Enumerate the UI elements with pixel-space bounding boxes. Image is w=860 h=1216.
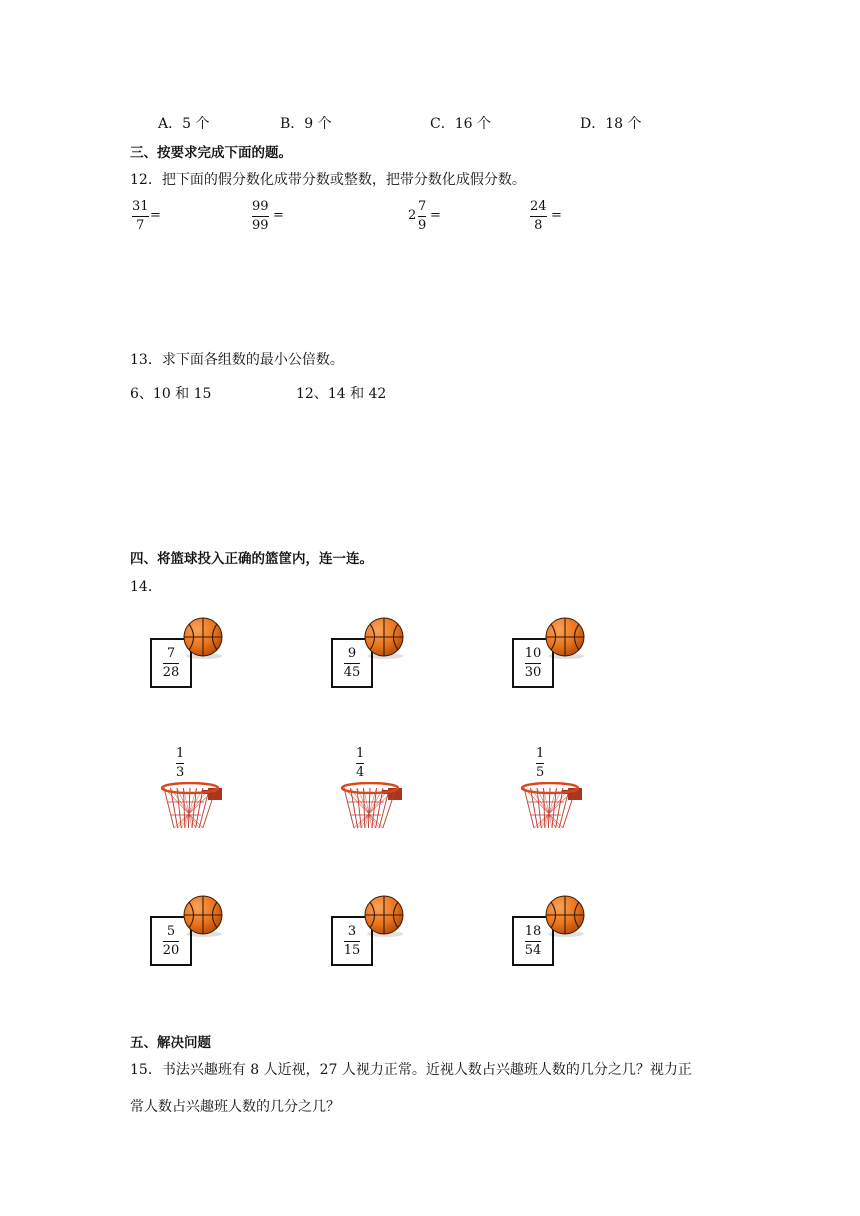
basketball-icon (542, 616, 588, 660)
basketball-icon (180, 616, 226, 660)
option-d: D．18 个 (580, 116, 642, 132)
denominator: 28 (162, 664, 180, 680)
numerator: 1 (176, 746, 185, 761)
ball-card-bottom-2[interactable] (331, 894, 411, 974)
numerator: 1 (536, 746, 545, 761)
q12-fraction-2 (252, 199, 269, 234)
denominator: 45 (343, 664, 361, 680)
hoop-3[interactable] (516, 746, 596, 846)
q13-prompt: 13．求下面各组数的最小公倍数。 (130, 352, 344, 368)
fraction-bar (344, 941, 361, 942)
hoop-fraction (176, 746, 184, 781)
basketball-icon (361, 894, 407, 938)
denominator: 8 (534, 218, 543, 233)
ball-fraction (163, 924, 180, 959)
ball-fraction (163, 646, 180, 681)
option-b: B．9 个 (280, 116, 332, 132)
denominator: 9 (418, 218, 427, 233)
basketball-hoop-icon (156, 782, 224, 834)
denominator: 99 (252, 218, 269, 233)
fraction-bar (356, 763, 364, 764)
q15-text-line1: 15．书法兴趣班有 8 人近视，27 人视力正常。近视人数占兴趣班人数的几分之几？视力正 (130, 1062, 692, 1078)
q12-fraction-4 (530, 199, 547, 234)
ball-fraction (344, 924, 361, 959)
hoop-fraction (356, 746, 364, 781)
section5-heading: 五、解决问题 (130, 1035, 211, 1051)
equals-sign: = (551, 208, 562, 223)
fraction-bar (132, 216, 149, 217)
q12-fraction-3 (418, 199, 426, 234)
denominator: 54 (524, 942, 542, 958)
denominator: 15 (343, 942, 361, 958)
numerator: 31 (132, 199, 149, 214)
numerator: 7 (166, 645, 176, 661)
q12-prompt: 12．把下面的假分数化成带分数或整数，把带分数化成假分数。 (130, 172, 526, 188)
denominator: 4 (356, 765, 365, 780)
ball-card-top-3[interactable] (512, 616, 592, 696)
equals-sign: = (430, 208, 441, 223)
option-a: A．5 个 (158, 116, 210, 132)
fraction-bar (530, 216, 547, 217)
fraction-bar (344, 663, 361, 664)
fraction-bar (252, 216, 269, 217)
denominator: 20 (162, 942, 180, 958)
section3-heading: 三、按要求完成下面的题。 (130, 145, 292, 161)
numerator: 10 (524, 645, 542, 661)
ball-card-bottom-1[interactable] (150, 894, 230, 974)
numerator: 3 (347, 923, 357, 939)
ball-card-bottom-3[interactable] (512, 894, 592, 974)
equals-sign: = (273, 208, 284, 223)
ball-card-top-2[interactable] (331, 616, 411, 696)
fraction-bar (536, 763, 544, 764)
fraction-bar (525, 941, 542, 942)
fraction-bar (176, 763, 184, 764)
q13-group-2: 12、14 和 42 (296, 386, 387, 402)
basketball-icon (361, 616, 407, 660)
denominator: 3 (176, 765, 185, 780)
ball-card-top-1[interactable] (150, 616, 230, 696)
fraction-bar (163, 941, 180, 942)
ball-fraction (525, 924, 542, 959)
mixed-whole: 2 (408, 208, 417, 223)
numerator: 99 (252, 199, 269, 214)
numerator: 9 (347, 645, 357, 661)
basketball-hoop-icon (336, 782, 404, 834)
q13-group-1: 6、10 和 15 (130, 386, 212, 402)
hoop-2[interactable] (336, 746, 416, 846)
option-c: C．16 个 (430, 116, 491, 132)
ball-fraction (344, 646, 361, 681)
q14-label: 14． (130, 579, 162, 595)
hoop-1[interactable] (156, 746, 236, 846)
numerator: 18 (524, 923, 542, 939)
q12-fraction-1 (132, 199, 149, 234)
numerator: 5 (166, 923, 176, 939)
equals-sign: = (150, 208, 161, 223)
section4-heading: 四、将篮球投入正确的篮筐内，连一连。 (130, 551, 373, 567)
q15-text-line2: 常人数占兴趣班人数的几分之几？ (130, 1099, 340, 1115)
ball-fraction (525, 646, 542, 681)
basketball-hoop-icon (516, 782, 584, 834)
numerator: 24 (530, 199, 547, 214)
fraction-bar (525, 663, 542, 664)
denominator: 5 (536, 765, 545, 780)
denominator: 7 (136, 218, 145, 233)
numerator: 1 (356, 746, 365, 761)
numerator: 7 (418, 199, 427, 214)
basketball-icon (180, 894, 226, 938)
fraction-bar (163, 663, 180, 664)
denominator: 30 (524, 664, 542, 680)
hoop-fraction (536, 746, 544, 781)
fraction-bar (418, 216, 426, 217)
basketball-icon (542, 894, 588, 938)
